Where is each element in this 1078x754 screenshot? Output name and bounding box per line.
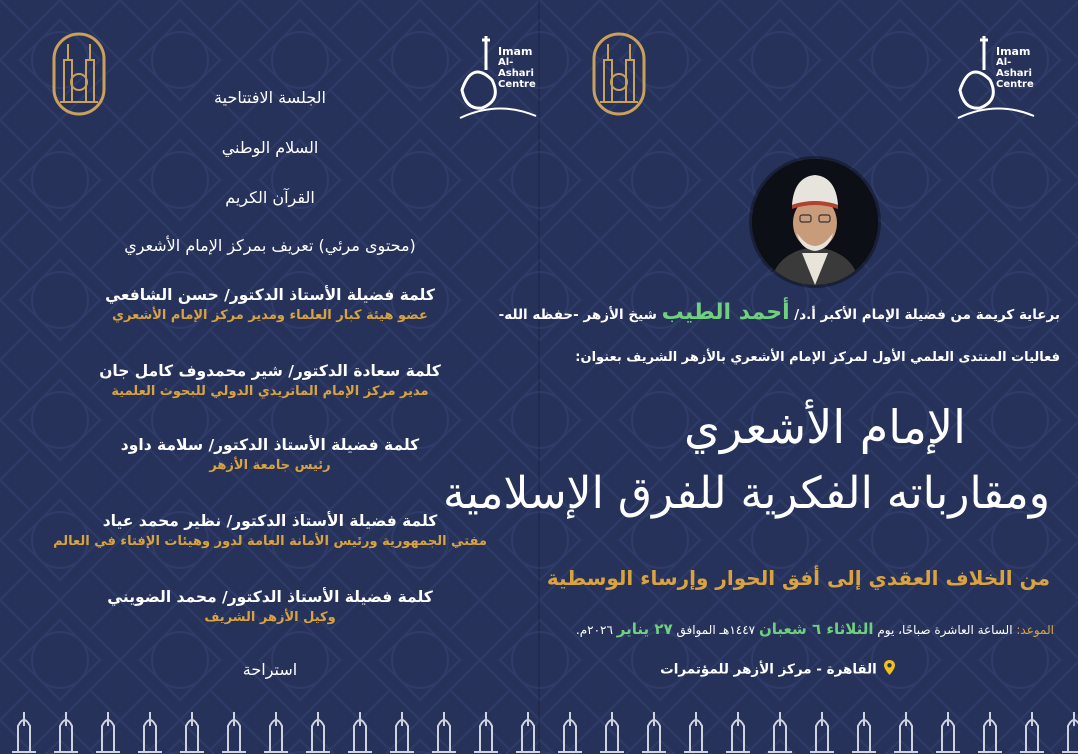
location-text: القاهرة - مركز الأزهر للمؤتمرات (660, 661, 877, 678)
border-motif (390, 712, 414, 752)
border-motif (432, 712, 456, 752)
logo-text-alashari: Al-Ashari (498, 57, 534, 79)
patron-prefix: برعاية كريمة من فضيلة الإمام الأكبر أ.د/ (789, 307, 1060, 323)
sheikh-portrait (752, 159, 878, 285)
border-motif (54, 712, 78, 752)
date-time: الساعة العاشرة صباحًا، يوم (873, 623, 1017, 637)
patron-name: أحمد الطيب (661, 300, 790, 325)
border-motif (12, 712, 36, 752)
location-line (640, 659, 916, 680)
border-motif (642, 712, 666, 752)
logo-text-centre: Centre (996, 79, 1034, 90)
patron-line (498, 300, 1060, 325)
border-motif (684, 712, 708, 752)
border-motif (726, 712, 750, 752)
forum-title-line2: ومقارباته الفكرية للفرق الإسلامية (443, 468, 1050, 519)
speaker-line: كلمة فضيلة الأستاذ الدكتور/ نظير محمد عياد (102, 512, 438, 530)
imam-centre-logo-left (452, 30, 544, 126)
speaker-role: مدير مركز الإمام الماتريدي الدولي للبحوث العلمية (111, 384, 429, 399)
date-label: الموعد: (1016, 623, 1054, 637)
imam-centre-logo-right (950, 30, 1042, 126)
border-motif (978, 712, 1002, 752)
portrait-image (752, 159, 878, 285)
speaker-block (30, 512, 510, 549)
speaker-block (30, 436, 510, 473)
speaker-role: رئيس جامعة الأزهر (209, 458, 331, 473)
border-motif (264, 712, 288, 752)
border-motif (96, 712, 120, 752)
date-gregorian: ٢٧ يناير (616, 620, 673, 638)
date-line (560, 620, 1054, 638)
decorative-border-strip (0, 706, 1078, 754)
speaker-line: كلمة سعادة الدكتور/ شير محمدوف كامل جان (99, 362, 441, 380)
logo-text-centre: Centre (498, 79, 536, 90)
speaker-role: مفتي الجمهورية ورئيس الأمانة العامة لدور وهيئات الإفتاء في العالم (53, 534, 487, 549)
program-item-quran: القرآن الكريم (225, 188, 315, 207)
forum-subtitle: من الخلاف العقدي إلى أفق الحوار وإرساء الوسطية (546, 566, 1050, 590)
logo-text-imam: Imam (498, 45, 533, 58)
forum-title-line1: الإمام الأشعري (684, 400, 966, 454)
date-hijri: ١٤٤٧هـ الموافق (672, 623, 759, 637)
border-motif (474, 712, 498, 752)
speaker-role: وكيل الأزهر الشريف (204, 610, 336, 625)
azhar-logo-right (590, 30, 648, 118)
speaker-block (30, 286, 510, 323)
speaker-block (30, 588, 510, 625)
speaker-line: كلمة فضيلة الأستاذ الدكتور/ حسن الشافعي (105, 286, 435, 304)
border-motif (852, 712, 876, 752)
speaker-role: عضو هيئة كبار العلماء ومدير مركز الإمام الأشعري (112, 308, 428, 323)
border-motif (1062, 712, 1078, 752)
speaker-line: كلمة فضيلة الأستاذ الدكتور/ سلامة داود (120, 436, 420, 454)
border-motif (138, 712, 162, 752)
border-motif (936, 712, 960, 752)
border-motif (810, 712, 834, 752)
patron-suffix: شيخ الأزهر -حفظه الله- (498, 307, 662, 323)
events-line: فعاليات المنتدى العلمي الأول لمركز الإمام الأشعري بالأزهر الشريف بعنوان: (575, 350, 1060, 365)
border-motif (180, 712, 204, 752)
border-motif (600, 712, 624, 752)
border-motif (768, 712, 792, 752)
speaker-line: كلمة فضيلة الأستاذ الدكتور/ محمد الضويني (107, 588, 433, 606)
logo-text-alashari: Al-Ashari (996, 57, 1032, 79)
border-motif (1020, 712, 1044, 752)
border-motif (222, 712, 246, 752)
program-item-video: (محتوى مرئي) تعريف بمركز الإمام الأشعري (124, 236, 416, 255)
speaker-block (30, 362, 510, 399)
program-item-anthem: السلام الوطني (221, 138, 319, 157)
program-break: استراحة (242, 660, 298, 679)
program-heading: الجلسة الافتتاحية (214, 88, 326, 107)
logo-text-imam: Imam (996, 45, 1031, 58)
border-motif (558, 712, 582, 752)
date-year: ٢٠٢٦م. (575, 623, 617, 637)
location-pin-icon (883, 659, 896, 680)
date-day: الثلاثاء ٦ شعبان (758, 620, 874, 638)
border-motif (894, 712, 918, 752)
border-motif (348, 712, 372, 752)
border-motif (306, 712, 330, 752)
border-motif (516, 712, 540, 752)
